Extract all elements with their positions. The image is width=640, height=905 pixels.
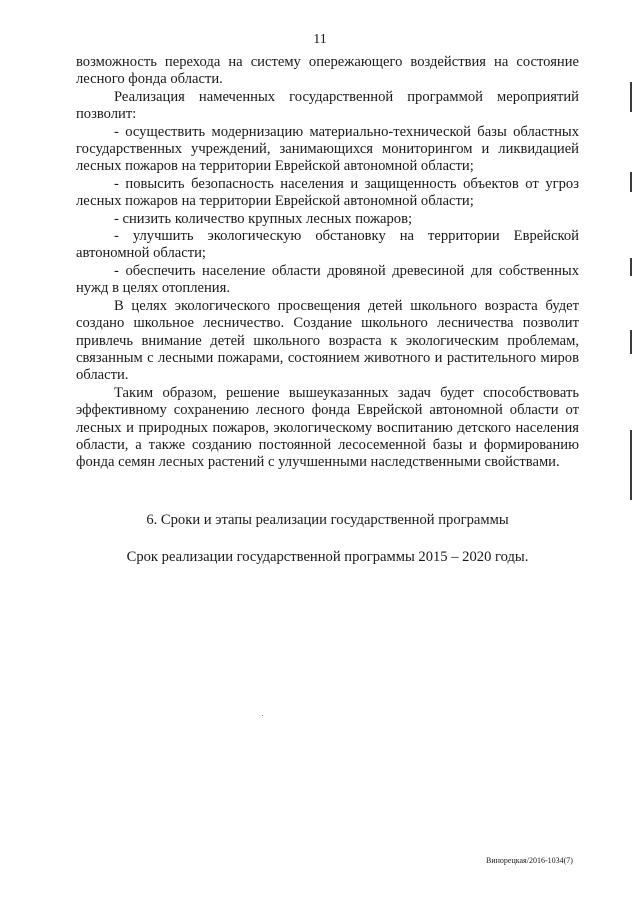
scan-edge-mark bbox=[630, 430, 632, 500]
paragraph-conclusion: Таким образом, решение вышеуказанных задач будет способствовать эффективному сохранению лесного фонда Еврейской автономной области от лесных и природных пожаров, экологическому воспитанию детского населения области, а также созданию постоянной лесосеменной базы и формированию фонда семян лесных растений с улучшенными наследственными свойствами. bbox=[76, 384, 579, 471]
footer-document-code: Винорецкая/2016-1034(7) bbox=[486, 856, 573, 865]
list-item-safety: - повысить безопасность населения и защищенность объектов от угроз лесных пожаров на территории Еврейской автономной области; bbox=[76, 175, 579, 210]
paragraph-continuation: возможность перехода на систему опережающего воздействия на состояние лесного фонда области. bbox=[76, 54, 579, 88]
list-item-modernization: - осуществить модернизацию материально-технической базы областных государственных учреждений, занимающихся мониторингом и ликвидацией лесных пожаров на территории Еврейской автономной области; bbox=[76, 123, 579, 175]
page-number: 11 bbox=[313, 32, 327, 47]
list-item-reduce-fires: - снизить количество крупных лесных пожаров; bbox=[114, 210, 413, 227]
scan-edge-mark bbox=[630, 258, 632, 276]
section-heading: 6. Сроки и этапы реализации государственной программы bbox=[146, 512, 509, 528]
scan-edge-mark bbox=[630, 82, 632, 112]
scan-speck bbox=[262, 715, 263, 716]
list-item-firewood: - обеспечить население области дровяной древесиной для собственных нужд в целях отопления. bbox=[76, 262, 579, 297]
paragraph-intro: Реализация намеченных государственной программой мероприятий позволит: bbox=[76, 88, 579, 123]
body-text bbox=[76, 54, 579, 472]
implementation-term: Срок реализации государственной программы 2015 – 2020 годы. bbox=[126, 549, 529, 565]
scan-edge-mark bbox=[630, 172, 632, 192]
scan-edge-mark bbox=[630, 330, 632, 354]
paragraph-school-forestry: В целях экологического просвещения детей школьного возраста будет создано школьное лесничество. Создание школьного лесничества позволит привлечь внимание детей школьного возраста к экологическим проблемам, связанным с лесными пожарами, состоянием животного и растительного миров области. bbox=[76, 297, 579, 384]
list-item-ecology: - улучшить экологическую обстановку на территории Еврейской автономной области; bbox=[76, 228, 579, 262]
